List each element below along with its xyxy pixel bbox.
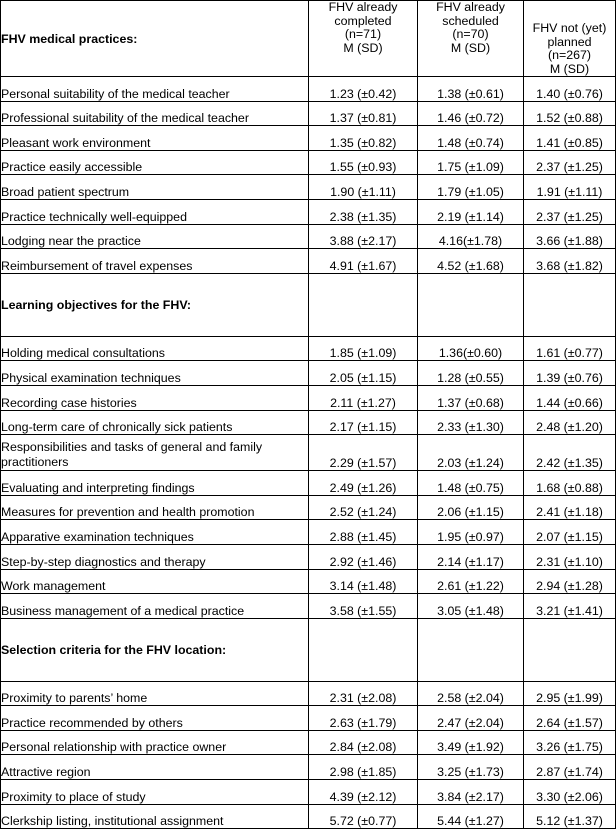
row-value: 2.64 (±1.57) xyxy=(524,706,616,731)
table-row xyxy=(1,594,616,619)
table-row xyxy=(1,706,616,731)
table-row xyxy=(1,495,616,520)
row-label: Reimbursement of travel expenses xyxy=(1,249,309,274)
row-value: 2.06 (±1.15) xyxy=(418,495,524,520)
row-label: Clerkship listing, institutional assignment xyxy=(1,804,309,829)
table-row xyxy=(1,385,616,410)
row-value: 3.05 (±1.48) xyxy=(418,594,524,619)
row-value: 1.46 (±0.72) xyxy=(418,101,524,126)
row-value: 2.37 (±1.25) xyxy=(524,150,616,175)
row-value: 1.37 (±0.68) xyxy=(418,385,524,410)
row-value: 1.28 (±0.55) xyxy=(418,361,524,386)
section-title: Selection criteria for the FHV location: xyxy=(1,642,227,657)
empty-cell xyxy=(418,273,524,336)
row-label: Proximity to parents’ home xyxy=(1,681,309,706)
empty-cell xyxy=(309,618,418,681)
row-label: Step-by-step diagnostics and therapy xyxy=(1,544,309,569)
row-value: 2.14 (±1.17) xyxy=(418,544,524,569)
table-row xyxy=(1,126,616,151)
row-value: 4.16(±1.78) xyxy=(418,224,524,249)
row-value: 2.37 (±1.25) xyxy=(524,199,616,224)
row-label: Physical examination techniques xyxy=(1,361,309,386)
row-value: 2.87 (±1.74) xyxy=(524,755,616,780)
row-value: 3.26 (±1.75) xyxy=(524,730,616,755)
row-label: Apparative examination techniques xyxy=(1,520,309,545)
row-label: Personal relationship with practice owner xyxy=(1,730,309,755)
column-header-n: (n=267) xyxy=(547,48,592,62)
column-header-stat: M (SD) xyxy=(450,40,491,55)
section-title-cell xyxy=(1,618,309,681)
row-value: 2.95 (±1.99) xyxy=(524,681,616,706)
table-row xyxy=(1,199,616,224)
row-label: Holding medical consultations xyxy=(1,336,309,361)
row-value: 2.49 (±1.26) xyxy=(309,471,418,496)
row-value: 5.72 (±0.77) xyxy=(309,804,418,829)
row-value: 2.29 (±1.57) xyxy=(309,435,418,471)
row-label: Professional suitability of the medical teacher xyxy=(1,101,309,126)
row-value: 2.05 (±1.15) xyxy=(309,361,418,386)
row-label: Recording case histories xyxy=(1,385,309,410)
header-row xyxy=(1,1,616,77)
row-value: 2.11 (±1.27) xyxy=(309,385,418,410)
row-value: 1.61 (±0.77) xyxy=(524,336,616,361)
row-value: 3.14 (±1.48) xyxy=(309,569,418,594)
column-header-n: (n=71) xyxy=(344,27,382,41)
row-value: 1.91 (±1.11) xyxy=(524,175,616,200)
row-value: 2.52 (±1.24) xyxy=(309,495,418,520)
row-value: 2.03 (±1.24) xyxy=(418,435,524,471)
row-value: 1.52 (±0.88) xyxy=(524,101,616,126)
row-value: 2.19 (±1.14) xyxy=(418,199,524,224)
table-row xyxy=(1,569,616,594)
section-title: Learning objectives for the FHV: xyxy=(1,297,192,312)
row-label: Practice recommended by others xyxy=(1,706,309,731)
row-value: 1.36(±0.60) xyxy=(418,336,524,361)
row-value: 2.92 (±1.46) xyxy=(309,544,418,569)
results-table-body xyxy=(1,1,616,829)
section-title: FHV medical practices: xyxy=(1,31,138,46)
table-row xyxy=(1,150,616,175)
row-value: 3.68 (±1.82) xyxy=(524,249,616,274)
row-value: 1.41 (±0.85) xyxy=(524,126,616,151)
table-row xyxy=(1,435,616,471)
section-header-row xyxy=(1,273,616,336)
empty-cell xyxy=(524,618,616,681)
row-value: 3.84 (±2.17) xyxy=(418,780,524,805)
row-value: 2.42 (±1.35) xyxy=(524,435,616,471)
row-value: 1.44 (±0.66) xyxy=(524,385,616,410)
row-value: 3.25 (±1.73) xyxy=(418,755,524,780)
row-value: 4.91 (±1.67) xyxy=(309,249,418,274)
table-row xyxy=(1,755,616,780)
section-title-cell xyxy=(1,273,309,336)
row-value: 2.58 (±2.04) xyxy=(418,681,524,706)
row-value: 3.21 (±1.41) xyxy=(524,594,616,619)
column-header-stat: M (SD) xyxy=(549,61,590,76)
row-label: Broad patient spectrum xyxy=(1,175,309,200)
row-value: 1.68 (±0.88) xyxy=(524,471,616,496)
table-row xyxy=(1,520,616,545)
table-row xyxy=(1,471,616,496)
table-row xyxy=(1,780,616,805)
row-label: Measures for prevention and health promotion xyxy=(1,495,309,520)
row-label: Responsibilities and tasks of general and family practitioners xyxy=(1,435,309,471)
row-value: 1.40 (±0.76) xyxy=(524,77,616,102)
table-row xyxy=(1,175,616,200)
row-label: Practice technically well-equipped xyxy=(1,199,309,224)
row-value: 1.48 (±0.75) xyxy=(418,471,524,496)
table-row xyxy=(1,361,616,386)
row-value: 1.85 (±1.09) xyxy=(309,336,418,361)
table-row xyxy=(1,77,616,102)
column-header-label: FHV already scheduled xyxy=(436,0,505,28)
row-value: 3.66 (±1.88) xyxy=(524,224,616,249)
row-value: 1.37 (±0.81) xyxy=(309,101,418,126)
column-header-completed xyxy=(309,1,418,77)
section-header-row xyxy=(1,618,616,681)
table-row xyxy=(1,410,616,435)
row-value: 2.41 (±1.18) xyxy=(524,495,616,520)
row-value: 3.88 (±2.17) xyxy=(309,224,418,249)
row-value: 1.48 (±0.74) xyxy=(418,126,524,151)
table-row xyxy=(1,336,616,361)
row-label: Work management xyxy=(1,569,309,594)
table-row xyxy=(1,249,616,274)
row-value: 2.38 (±1.35) xyxy=(309,199,418,224)
row-label: Business management of a medical practice xyxy=(1,594,309,619)
table-row xyxy=(1,224,616,249)
row-value: 2.17 (±1.15) xyxy=(309,410,418,435)
table-row xyxy=(1,804,616,829)
row-value: 1.95 (±0.97) xyxy=(418,520,524,545)
row-value: 2.31 (±2.08) xyxy=(309,681,418,706)
row-value: 1.23 (±0.42) xyxy=(309,77,418,102)
row-label: Lodging near the practice xyxy=(1,224,309,249)
column-header-not-planned xyxy=(524,1,616,77)
row-value: 2.88 (±1.45) xyxy=(309,520,418,545)
empty-cell xyxy=(418,618,524,681)
section-title-cell xyxy=(1,1,309,77)
row-value: 5.44 (±1.27) xyxy=(418,804,524,829)
table-row xyxy=(1,544,616,569)
empty-cell xyxy=(309,273,418,336)
row-value: 1.55 (±0.93) xyxy=(309,150,418,175)
row-value: 1.38 (±0.61) xyxy=(418,77,524,102)
row-label: Proximity to place of study xyxy=(1,780,309,805)
column-header-n: (n=70) xyxy=(452,27,489,41)
row-value: 2.47 (±2.04) xyxy=(418,706,524,731)
column-header-label: FHV not (yet) planned xyxy=(532,21,607,49)
column-header-scheduled xyxy=(418,1,524,77)
row-value: 5.12 (±1.37) xyxy=(524,804,616,829)
row-value: 3.58 (±1.55) xyxy=(309,594,418,619)
table-row xyxy=(1,730,616,755)
row-value: 2.63 (±1.79) xyxy=(309,706,418,731)
row-label: Pleasant work environment xyxy=(1,126,309,151)
row-value: 4.39 (±2.12) xyxy=(309,780,418,805)
row-value: 3.30 (±2.06) xyxy=(524,780,616,805)
row-label: Long-term care of chronically sick patients xyxy=(1,410,309,435)
table-row xyxy=(1,681,616,706)
row-value: 1.39 (±0.76) xyxy=(524,361,616,386)
row-label: Attractive region xyxy=(1,755,309,780)
row-label: Personal suitability of the medical teacher xyxy=(1,77,309,102)
column-header-stat: M (SD) xyxy=(343,40,383,55)
table-row xyxy=(1,101,616,126)
row-value: 2.84 (±2.08) xyxy=(309,730,418,755)
row-value: 4.52 (±1.68) xyxy=(418,249,524,274)
column-header-label: FHV already completed xyxy=(328,0,398,28)
row-value: 1.75 (±1.09) xyxy=(418,150,524,175)
row-value: 1.79 (±1.05) xyxy=(418,175,524,200)
row-value: 2.98 (±1.85) xyxy=(309,755,418,780)
row-label: Evaluating and interpreting findings xyxy=(1,471,309,496)
row-value: 2.48 (±1.20) xyxy=(524,410,616,435)
row-value: 2.94 (±1.28) xyxy=(524,569,616,594)
empty-cell xyxy=(524,273,616,336)
row-value: 2.31 (±1.10) xyxy=(524,544,616,569)
row-value: 2.61 (±1.22) xyxy=(418,569,524,594)
row-value: 2.33 (±1.30) xyxy=(418,410,524,435)
row-value: 2.07 (±1.15) xyxy=(524,520,616,545)
row-value: 3.49 (±1.92) xyxy=(418,730,524,755)
row-label: Practice easily accessible xyxy=(1,150,309,175)
row-value: 1.90 (±1.11) xyxy=(309,175,418,200)
row-value: 1.35 (±0.82) xyxy=(309,126,418,151)
